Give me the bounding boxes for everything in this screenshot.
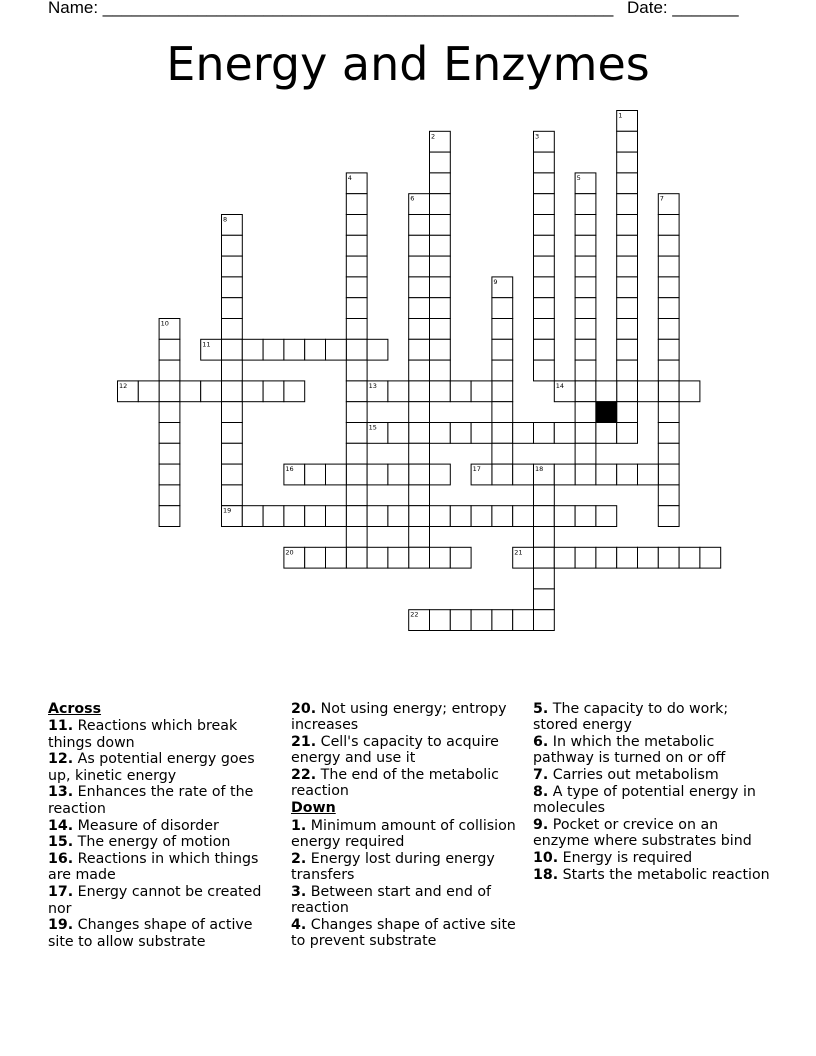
grid-cell[interactable] (222, 298, 243, 319)
grid-cell[interactable] (346, 277, 367, 298)
grid-cell[interactable] (346, 423, 367, 444)
grid-cell[interactable] (575, 277, 596, 298)
grid-cell[interactable] (534, 506, 555, 527)
grid-cell[interactable] (492, 506, 513, 527)
clue-number-10: 10 (160, 319, 169, 328)
grid-cell[interactable] (492, 298, 513, 319)
grid-cell[interactable] (575, 506, 596, 527)
grid-cell[interactable] (346, 506, 367, 527)
grid-cell[interactable] (658, 381, 679, 402)
grid-cell[interactable] (159, 339, 180, 360)
grid-cell[interactable] (409, 402, 430, 423)
grid-cell[interactable] (575, 215, 596, 236)
grid-cell[interactable] (450, 610, 471, 631)
grid-cell[interactable] (471, 610, 492, 631)
grid-cell[interactable] (617, 319, 638, 340)
grid-cell[interactable] (492, 339, 513, 360)
grid-cell[interactable] (471, 506, 492, 527)
clue-number-9: 9 (493, 277, 498, 286)
grid-cell[interactable] (326, 339, 347, 360)
grid-cell[interactable] (575, 235, 596, 256)
grid-cell[interactable] (409, 485, 430, 506)
grid-cell[interactable] (222, 256, 243, 277)
clue-across-14: 14. Measure of disorder (48, 817, 219, 834)
grid-cell[interactable] (326, 547, 347, 568)
grid-cell[interactable] (658, 443, 679, 464)
grid-cell[interactable] (534, 256, 555, 277)
grid-cell[interactable] (554, 423, 575, 444)
grid-cell[interactable] (534, 194, 555, 215)
grid-cell[interactable] (409, 339, 430, 360)
clue-across-22: 22. The end of the metabolic reaction (291, 767, 499, 800)
grid-cell[interactable] (554, 506, 575, 527)
grid-cell[interactable] (409, 256, 430, 277)
grid-cell[interactable] (409, 235, 430, 256)
grid-cell[interactable] (242, 506, 263, 527)
grid-cell[interactable] (326, 506, 347, 527)
grid-cell[interactable] (346, 215, 367, 236)
grid-cell[interactable] (284, 339, 305, 360)
clue-number-18: 18 (535, 465, 544, 474)
grid-cell[interactable] (513, 423, 534, 444)
grid-cell[interactable] (596, 423, 617, 444)
grid-cell[interactable] (617, 131, 638, 152)
clue-down-4: 4. Changes shape of active site to prevent substrate (291, 916, 516, 950)
grid-cell[interactable] (575, 319, 596, 340)
grid-cell[interactable] (534, 547, 555, 568)
grid-cell[interactable] (159, 381, 180, 402)
grid-cell[interactable] (513, 506, 534, 527)
grid-cell[interactable] (346, 256, 367, 277)
grid-cell[interactable] (617, 402, 638, 423)
grid-cell[interactable] (222, 485, 243, 506)
grid-cell[interactable] (658, 360, 679, 381)
grid-cell[interactable] (222, 339, 243, 360)
grid-cell[interactable] (409, 319, 430, 340)
grid-cell[interactable] (658, 319, 679, 340)
grid-cell[interactable] (492, 402, 513, 423)
grid-cell[interactable] (284, 506, 305, 527)
grid-cell[interactable] (430, 381, 451, 402)
grid-cell[interactable] (658, 464, 679, 485)
grid-cell[interactable] (430, 173, 451, 194)
grid-cell[interactable] (617, 215, 638, 236)
grid-cell[interactable] (367, 547, 388, 568)
grid-cell[interactable] (596, 381, 617, 402)
grid-cell[interactable] (700, 547, 721, 568)
grid-cell[interactable] (534, 339, 555, 360)
clue-number-2: 2 (431, 132, 436, 141)
clue-number-7: 7 (659, 194, 664, 203)
clue-across-16: 16. Reactions in which things are made (48, 851, 259, 884)
grid-cell[interactable] (617, 256, 638, 277)
grid-cell[interactable] (430, 152, 451, 173)
grid-cell[interactable] (534, 298, 555, 319)
grid-cell[interactable] (575, 298, 596, 319)
grid-cell[interactable] (346, 547, 367, 568)
grid-cell[interactable] (367, 464, 388, 485)
grid-cell[interactable] (159, 485, 180, 506)
grid-cell[interactable] (346, 443, 367, 464)
grid-cell[interactable] (346, 235, 367, 256)
clue-number-15: 15 (368, 423, 377, 432)
grid-cell[interactable] (617, 381, 638, 402)
grid-cell[interactable] (242, 381, 263, 402)
grid-cell[interactable] (222, 277, 243, 298)
clue-number-17: 17 (472, 465, 481, 474)
grid-cell[interactable] (430, 506, 451, 527)
grid-cell[interactable] (450, 547, 471, 568)
grid-cell[interactable] (575, 547, 596, 568)
grid-cell[interactable] (658, 339, 679, 360)
grid-cell[interactable] (658, 547, 679, 568)
grid-cell[interactable] (575, 402, 596, 423)
grid-cell[interactable] (430, 235, 451, 256)
grid-cell[interactable] (617, 547, 638, 568)
grid-cell[interactable] (305, 506, 326, 527)
grid-cell[interactable] (658, 277, 679, 298)
grid-cell[interactable] (159, 360, 180, 381)
grid-cell[interactable] (534, 215, 555, 236)
clues-column-2 (291, 701, 523, 950)
grid-cell[interactable] (534, 610, 555, 631)
clue-number-11: 11 (202, 340, 211, 349)
grid-cell[interactable] (430, 610, 451, 631)
grid-cell[interactable] (596, 464, 617, 485)
across-heading: Across (48, 701, 102, 717)
clue-number-22: 22 (410, 610, 419, 619)
grid-cell[interactable] (534, 423, 555, 444)
grid-cell[interactable] (492, 381, 513, 402)
grid-cell[interactable] (534, 173, 555, 194)
grid-cell[interactable] (513, 610, 534, 631)
clue-number-19: 19 (223, 506, 232, 515)
grid-cell[interactable] (450, 506, 471, 527)
grid-cell[interactable] (346, 194, 367, 215)
clue-number-21: 21 (514, 548, 523, 557)
grid-cell[interactable] (222, 319, 243, 340)
grid-cell[interactable] (450, 381, 471, 402)
grid-cell[interactable] (284, 381, 305, 402)
clue-across-15: 15. The energy of motion (48, 834, 231, 851)
grid-cell[interactable] (617, 360, 638, 381)
grid-cell[interactable] (534, 589, 555, 610)
grid-cell[interactable] (430, 194, 451, 215)
clue-number-20: 20 (285, 548, 294, 557)
grid-cell[interactable] (222, 360, 243, 381)
clue-number-8: 8 (223, 215, 228, 224)
grid-cell[interactable] (326, 464, 347, 485)
grid-cell[interactable] (492, 360, 513, 381)
clue-number-14: 14 (555, 381, 565, 390)
grid-cell[interactable] (638, 547, 659, 568)
grid-cell[interactable] (471, 381, 492, 402)
grid-cell[interactable] (346, 464, 367, 485)
clues-column-1 (48, 701, 278, 950)
grid-cell[interactable] (575, 360, 596, 381)
grid-cell[interactable] (617, 339, 638, 360)
grid-cell[interactable] (534, 235, 555, 256)
grid-cell[interactable] (430, 215, 451, 236)
clue-across-20: 20. Not using energy; entropy increases (291, 701, 507, 734)
grid-cell[interactable] (346, 298, 367, 319)
grid-cell[interactable] (201, 381, 222, 402)
clue-down-5: 5. The capacity to do work; stored energy (533, 701, 729, 734)
grid-cell[interactable] (617, 152, 638, 173)
clue-across-21: 21. Cell's capacity to acquire energy and use it (291, 734, 499, 767)
grid-cell[interactable] (346, 339, 367, 360)
grid-cell[interactable] (367, 339, 388, 360)
grid-cell[interactable] (409, 381, 430, 402)
grid-cell[interactable] (222, 235, 243, 256)
grid-cell[interactable] (534, 277, 555, 298)
grid-cell[interactable] (658, 235, 679, 256)
grid-cell[interactable] (222, 423, 243, 444)
grid-cell[interactable] (596, 506, 617, 527)
grid-cell[interactable] (159, 423, 180, 444)
clue-down-18: 18. Starts the metabolic reaction (533, 866, 770, 883)
clue-number-12: 12 (119, 381, 128, 390)
grid-cell[interactable] (492, 464, 513, 485)
grid-cell[interactable] (575, 381, 596, 402)
grid-cell[interactable] (658, 423, 679, 444)
down-heading: Down (291, 800, 336, 817)
grid-cell[interactable] (658, 256, 679, 277)
grid-cell[interactable] (409, 360, 430, 381)
clue-across-17: 17. Energy cannot be created nor (48, 884, 262, 917)
grid-cell[interactable] (575, 194, 596, 215)
grid-block (596, 402, 617, 423)
page-title: Energy and Enzymes (166, 37, 650, 91)
clue-number-16: 16 (285, 465, 294, 474)
grid-cell[interactable] (617, 277, 638, 298)
grid-cell[interactable] (596, 547, 617, 568)
grid-cell[interactable] (346, 402, 367, 423)
grid-cell[interactable] (409, 506, 430, 527)
grid-cell[interactable] (430, 339, 451, 360)
date-field-label: Date: _______ (627, 0, 739, 17)
grid-cell[interactable] (638, 464, 659, 485)
grid-cell[interactable] (159, 506, 180, 527)
grid-cell[interactable] (409, 464, 430, 485)
grid-cell[interactable] (534, 485, 555, 506)
clue-down-9: 9. Pocket or crevice on an enzyme where substrates bind (533, 817, 752, 850)
grid-cell[interactable] (534, 568, 555, 589)
grid-cell[interactable] (138, 381, 159, 402)
grid-cell[interactable] (450, 423, 471, 444)
grid-cell[interactable] (409, 527, 430, 548)
grid-cell[interactable] (575, 443, 596, 464)
grid-cell[interactable] (346, 360, 367, 381)
clue-number-1: 1 (618, 111, 623, 120)
clues-column-3 (533, 701, 773, 884)
grid-cell[interactable] (534, 527, 555, 548)
clue-down-7: 7. Carries out metabolism (533, 767, 719, 784)
grid-cell[interactable] (388, 381, 409, 402)
grid-cell[interactable] (159, 443, 180, 464)
grid-cell[interactable] (409, 277, 430, 298)
grid-cell[interactable] (658, 298, 679, 319)
grid-cell[interactable] (263, 381, 284, 402)
name-field-label: Name: ______________________________________________________ (48, 0, 614, 17)
grid-cell[interactable] (346, 381, 367, 402)
grid-cell[interactable] (492, 423, 513, 444)
grid-cell[interactable] (222, 402, 243, 423)
grid-cell[interactable] (679, 381, 700, 402)
grid-cell[interactable] (471, 423, 492, 444)
clue-across-12: 12. As potential energy goes up, kinetic energy (48, 751, 255, 784)
grid-cell[interactable] (617, 464, 638, 485)
grid-cell[interactable] (263, 506, 284, 527)
grid-cell[interactable] (305, 464, 326, 485)
grid-cell[interactable] (575, 256, 596, 277)
grid-cell[interactable] (346, 319, 367, 340)
clue-down-2: 2. Energy lost during energy transfers (291, 850, 495, 883)
grid-cell[interactable] (305, 547, 326, 568)
grid-cell[interactable] (492, 443, 513, 464)
grid-cell[interactable] (409, 298, 430, 319)
grid-cell[interactable] (658, 485, 679, 506)
grid-cell[interactable] (534, 319, 555, 340)
grid-cell[interactable] (658, 506, 679, 527)
clue-down-1: 1. Minimum amount of collision energy required (291, 817, 516, 850)
grid-cell[interactable] (513, 464, 534, 485)
grid-cell[interactable] (159, 402, 180, 423)
grid-cell[interactable] (658, 402, 679, 423)
grid-cell[interactable] (263, 339, 284, 360)
grid-cell[interactable] (242, 339, 263, 360)
grid-cell[interactable] (346, 485, 367, 506)
clue-number-4: 4 (347, 173, 352, 182)
grid-cell[interactable] (159, 464, 180, 485)
grid-cell[interactable] (367, 506, 388, 527)
clue-down-10: 10. Energy is required (533, 850, 693, 867)
grid-cell[interactable] (222, 443, 243, 464)
clue-number-5: 5 (576, 173, 581, 182)
grid-cell[interactable] (658, 215, 679, 236)
grid-cell[interactable] (409, 215, 430, 236)
grid-cell[interactable] (222, 464, 243, 485)
grid-cell[interactable] (409, 423, 430, 444)
grid-cell[interactable] (430, 464, 451, 485)
grid-cell[interactable] (554, 547, 575, 568)
grid-cell[interactable] (492, 610, 513, 631)
grid-cell[interactable] (534, 152, 555, 173)
grid-cell[interactable] (388, 464, 409, 485)
grid-cell[interactable] (575, 423, 596, 444)
grid-cell[interactable] (430, 277, 451, 298)
grid-cell[interactable] (617, 298, 638, 319)
grid-cell[interactable] (430, 360, 451, 381)
clue-down-8: 8. A type of potential energy in molecules (533, 783, 756, 817)
grid-cell[interactable] (679, 547, 700, 568)
grid-cell[interactable] (638, 381, 659, 402)
grid-cell[interactable] (575, 339, 596, 360)
grid-cell[interactable] (346, 527, 367, 548)
grid-cell[interactable] (388, 506, 409, 527)
grid-cell[interactable] (430, 423, 451, 444)
grid-cell[interactable] (388, 423, 409, 444)
grid-cell[interactable] (305, 339, 326, 360)
grid-cell[interactable] (388, 547, 409, 568)
clue-across-11: 11. Reactions which break things down (48, 718, 238, 751)
grid-cell[interactable] (409, 443, 430, 464)
clue-down-6: 6. In which the metabolic pathway is turned on or off (533, 734, 726, 767)
grid-cell[interactable] (492, 319, 513, 340)
grid-cell[interactable] (617, 173, 638, 194)
grid-cell[interactable] (430, 319, 451, 340)
clue-number-13: 13 (368, 381, 377, 390)
clue-number-6: 6 (410, 194, 415, 203)
grid-cell[interactable] (180, 381, 201, 402)
grid-cell[interactable] (554, 464, 575, 485)
clue-number-3: 3 (535, 132, 540, 141)
grid-cell[interactable] (617, 194, 638, 215)
grid-cell[interactable] (430, 547, 451, 568)
grid-cell[interactable] (430, 298, 451, 319)
clue-across-13: 13. Enhances the rate of the reaction (48, 784, 254, 817)
grid-cell[interactable] (222, 381, 243, 402)
grid-cell[interactable] (617, 423, 638, 444)
grid-cell[interactable] (430, 256, 451, 277)
grid-cell[interactable] (575, 464, 596, 485)
clue-down-3: 3. Between start and end of reaction (291, 883, 492, 917)
clue-across-19: 19. Changes shape of active site to allow substrate (48, 917, 253, 950)
grid-cell[interactable] (617, 235, 638, 256)
grid-cell[interactable] (534, 360, 555, 381)
grid-cell[interactable] (409, 547, 430, 568)
